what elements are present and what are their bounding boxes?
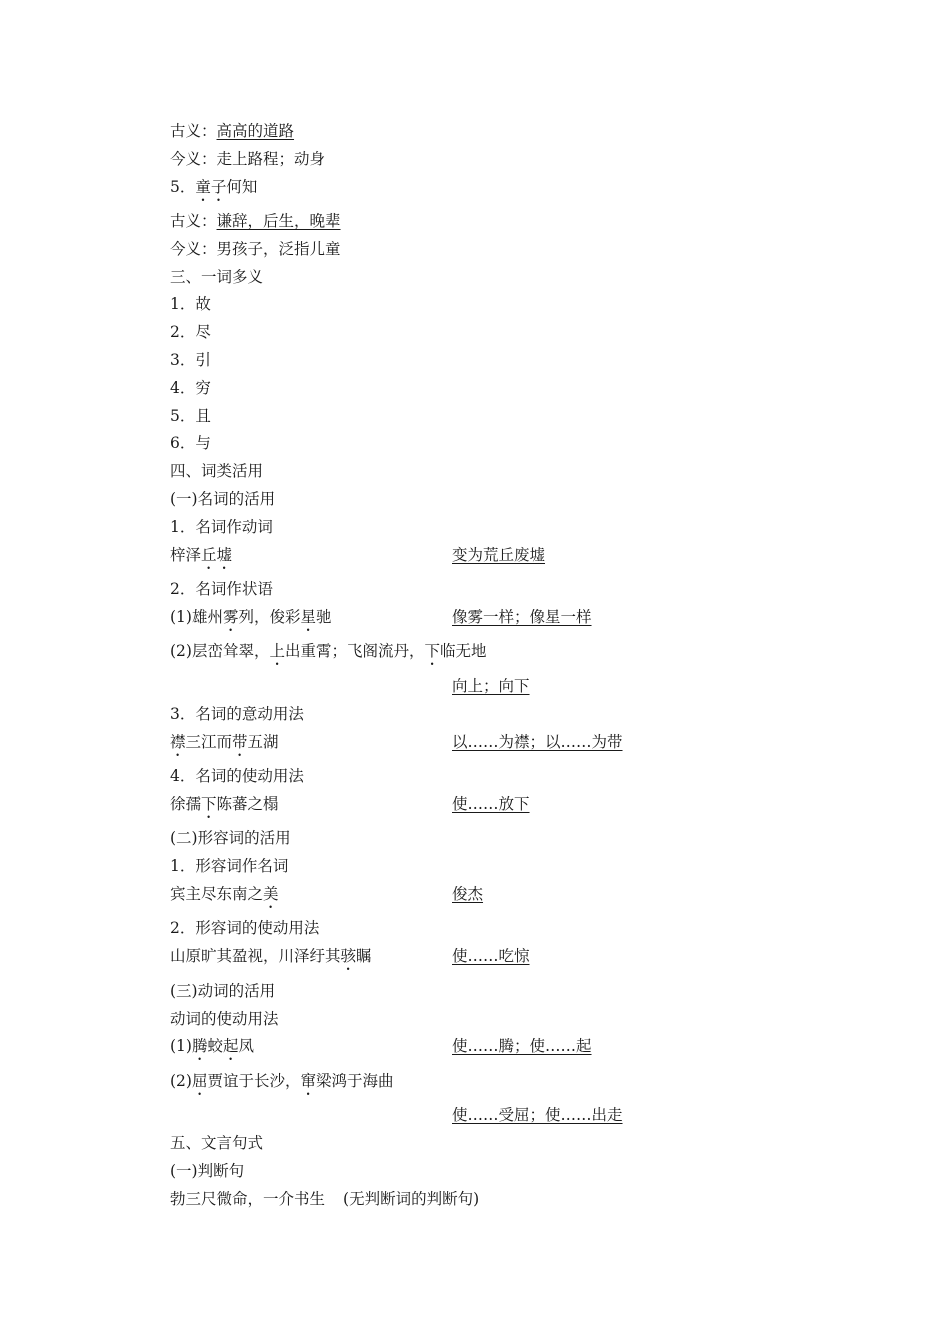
example-text: 梓泽	[170, 545, 202, 564]
section-heading: 五、文言句式	[170, 1134, 264, 1153]
emphasized-char: 屈	[191, 1071, 208, 1090]
category-heading: 4．名词的使动用法	[170, 767, 304, 786]
emphasized-char: 骇	[340, 947, 357, 966]
subsection-heading: (一)名词的活用	[170, 490, 276, 509]
category-heading: 动词的使动用法	[170, 1009, 279, 1028]
emphasized-char: 墟	[216, 545, 233, 564]
example-text: 瞩	[356, 947, 372, 966]
gloss-ancient	[170, 118, 870, 146]
example-text: 勃三尺微命，一介书生	[170, 1189, 326, 1208]
emphasized-char: 下	[201, 794, 217, 813]
example-line	[170, 729, 870, 764]
example-line	[170, 542, 870, 577]
example-line	[170, 1186, 870, 1214]
gloss-answer: 谦辞，后生，晚辈	[216, 212, 341, 231]
emphasized-char: 丘	[201, 545, 217, 564]
example-text: 山原旷其盈视，川泽纡其	[170, 947, 341, 966]
answer-text: 使……放下	[452, 794, 530, 813]
list-item: 4．穷	[170, 378, 211, 397]
emphasized-char: 襟	[170, 732, 186, 751]
emphasized-char: 下	[424, 642, 441, 661]
section-heading: 四、词类活用	[170, 462, 264, 481]
emphasized-char: 起	[223, 1037, 239, 1056]
example-line	[170, 881, 870, 916]
item-number: 5．	[170, 177, 196, 196]
answer-line	[170, 673, 870, 701]
list-item: 2．尽	[170, 323, 211, 342]
answer-text: 变为荒丘废墟	[452, 545, 546, 564]
emphasized-char: 窜	[300, 1071, 317, 1090]
gloss-modern: 今义：男孩子，泛指儿童	[170, 239, 341, 258]
emphasized-char: 美	[263, 884, 279, 903]
example-text: 驰	[316, 607, 332, 626]
example-line	[170, 1033, 870, 1068]
answer-text: 以……为襟；以……为带	[452, 732, 623, 751]
category-heading: 1．名词作动词	[170, 517, 273, 536]
example-text: (2)	[170, 1071, 192, 1090]
answer-text: 使……受屈；使……出走	[452, 1106, 623, 1125]
emphasized-char: 上	[269, 642, 285, 661]
example-text: 出重霄；飞阁流丹，	[284, 642, 425, 661]
example-text: 五湖	[247, 732, 279, 751]
emphasized-char: 子	[210, 177, 227, 196]
answer-text: 使……腾；使……起	[452, 1037, 592, 1056]
item-text: 何知	[226, 177, 258, 196]
example-text: 凤	[238, 1037, 255, 1056]
emphasized-char: 腾	[191, 1037, 208, 1056]
category-heading: 2．名词作状语	[170, 580, 273, 599]
list-item: 5．且	[170, 406, 211, 425]
emphasized-char: 童	[195, 177, 211, 196]
example-text: (1)雄州	[170, 607, 223, 626]
subsection-heading: (二)形容词的活用	[170, 829, 291, 848]
example-text: 蛟	[207, 1037, 223, 1056]
emphasized-char: 带	[232, 732, 248, 751]
example-line	[170, 638, 870, 673]
section-heading: 三、一词多义	[170, 267, 264, 286]
sentence-type-note: (无判断词的判断句)	[343, 1189, 480, 1208]
example-line	[170, 943, 870, 978]
gloss-modern: 今义：走上路程；动身	[170, 149, 326, 168]
gloss-label: 古义：	[170, 212, 217, 231]
example-text: (2)层峦耸翠，	[170, 642, 270, 661]
answer-text: 使……吃惊	[452, 947, 530, 966]
example-text: 宾主尽东南之	[170, 884, 264, 903]
gloss-answer: 高高的道路	[216, 122, 295, 140]
example-text: 贾谊于长沙，	[207, 1071, 301, 1090]
answer-text: 向上；向下	[452, 676, 530, 695]
example-text: 梁鸿于海曲	[316, 1071, 394, 1090]
category-heading: 3．名词的意动用法	[170, 704, 304, 723]
example-line	[170, 791, 870, 826]
emphasized-char: 雾	[222, 607, 239, 626]
list-item: 3．引	[170, 351, 211, 370]
emphasized-char: 星	[300, 607, 317, 626]
gloss-ancient	[170, 208, 870, 236]
document-page	[170, 118, 870, 1214]
answer-line	[170, 1102, 870, 1130]
category-heading: 1．形容词作名词	[170, 857, 289, 876]
category-heading: 2．形容词的使动用法	[170, 919, 320, 938]
subsection-heading: (三)动词的活用	[170, 981, 276, 1000]
example-text: (1)	[170, 1037, 192, 1056]
example-text: 陈蕃之榻	[216, 794, 279, 813]
vocab-item	[170, 174, 870, 209]
gloss-label: 古义：	[170, 122, 217, 140]
example-line	[170, 1068, 870, 1103]
example-text: 三江而	[185, 732, 233, 751]
example-text: 临无地	[440, 642, 487, 661]
example-text: 徐孺	[170, 794, 202, 813]
example-text: 列，俊彩	[238, 607, 301, 626]
example-line	[170, 604, 870, 639]
list-item: 6．与	[170, 434, 211, 453]
answer-text: 像雾一样；像星一样	[452, 607, 592, 626]
list-item: 1．故	[170, 295, 211, 314]
answer-text: 俊杰	[452, 884, 484, 903]
subsection-heading: (一)判断句	[170, 1161, 245, 1180]
